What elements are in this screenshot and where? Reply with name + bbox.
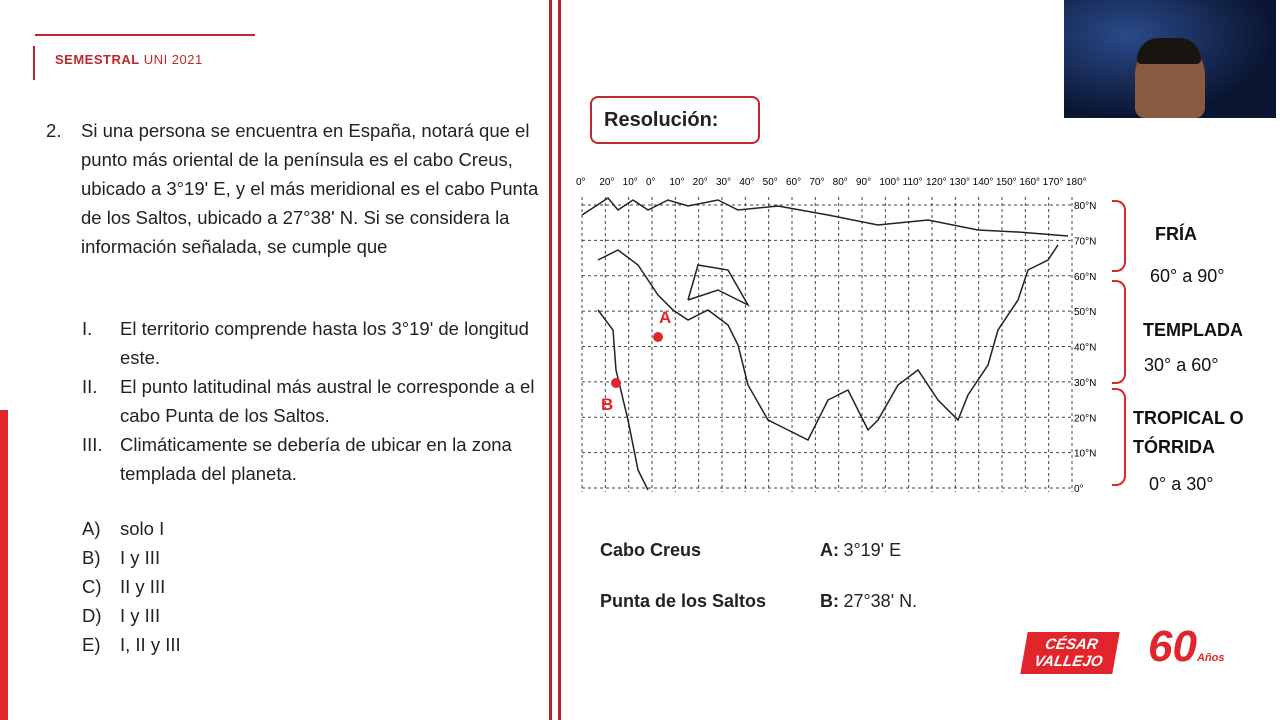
longitude-label: 130° — [949, 177, 971, 188]
longitude-label: 170° — [1042, 177, 1064, 188]
option-d[interactable]: D) I y III — [82, 605, 161, 626]
longitude-label: 150° — [996, 177, 1017, 188]
longitude-label: 20° — [599, 177, 615, 188]
fria-bracket — [1112, 200, 1126, 272]
course-header: SEMESTRAL UNI 2021 — [55, 52, 203, 67]
option-c[interactable]: C) II y III — [82, 576, 166, 597]
fact-value: B: 27°38' N. — [820, 591, 918, 611]
zone-range: 60° a 90° — [1150, 266, 1225, 286]
point-a-marker — [653, 332, 663, 342]
longitude-label: 50° — [762, 177, 778, 188]
longitude-label: 10° — [622, 177, 638, 188]
longitude-label: 90° — [856, 177, 872, 188]
latitude-label: 30°N — [1074, 377, 1097, 389]
resolution-title: Resolución: — [590, 96, 760, 144]
answer-options — [82, 514, 181, 659]
statement: I. El territorio comprende hasta los 3°19' de longitud este. — [82, 318, 529, 368]
divider — [558, 0, 561, 720]
option-a[interactable]: A) solo I — [82, 518, 165, 539]
longitude-label: 80° — [832, 177, 848, 188]
side-accent — [0, 410, 8, 720]
latitude-label: 0° — [1074, 484, 1084, 495]
zone-fria: FRÍA — [1155, 224, 1197, 244]
latitude-label: 40°N — [1074, 342, 1097, 354]
fact-place: Punta de los Saltos — [600, 591, 767, 611]
question — [46, 116, 546, 261]
fact-value: A: 3°19' E — [820, 540, 902, 560]
zone-torrida: TÓRRIDA — [1133, 437, 1215, 457]
latitude-label: 60°N — [1074, 271, 1097, 283]
longitude-label: 30° — [716, 177, 732, 188]
coastline — [582, 198, 1068, 490]
header-decoration — [33, 46, 35, 80]
point-a-label: A — [659, 308, 672, 327]
longitude-label: 10° — [669, 177, 685, 188]
longitude-label: 70° — [809, 177, 825, 188]
statements — [82, 314, 542, 488]
header-line — [35, 34, 255, 36]
tropical-bracket — [1112, 388, 1126, 486]
point-b-marker — [611, 378, 621, 388]
longitude-label: 20° — [692, 177, 708, 188]
option-e[interactable]: E) I, II y III — [82, 634, 181, 655]
question-text: Si una persona se encuentra en España, notará que el punto más oriental de la península es el cabo Creus, ubicado a 3°19' E, y el más meridional es el cabo Punta de los Saltos, ubicado a 27°38' N. Si se considera la información señalada, se cumple que — [81, 120, 539, 257]
zone-tropical: TROPICAL O — [1133, 408, 1244, 428]
point-b-label: B — [601, 395, 614, 414]
templada-bracket — [1112, 280, 1126, 384]
latitude-label: 80°N — [1074, 201, 1097, 212]
longitude-label: 100° — [879, 177, 901, 188]
zone-templada: TEMPLADA — [1143, 320, 1243, 340]
latitude-label: 50°N — [1074, 307, 1097, 319]
option-b[interactable]: B) I y III — [82, 547, 161, 568]
longitude-label: 110° — [902, 177, 923, 188]
longitude-label: 180° — [1066, 177, 1087, 188]
latitude-label: 20°N — [1074, 413, 1097, 425]
world-map — [578, 170, 1108, 500]
longitude-label: 160° — [1019, 177, 1041, 188]
longitude-label: 0° — [646, 177, 656, 188]
longitude-label: 0° — [576, 177, 586, 188]
longitude-label: 140° — [972, 177, 994, 188]
presenter-hair — [1137, 38, 1201, 64]
statement: III. Climáticamente se debería de ubicar en la zona templada del planeta. — [82, 434, 512, 484]
longitude-label: 120° — [926, 177, 947, 188]
longitude-label: 60° — [786, 177, 802, 188]
fact-place: Cabo Creus — [600, 540, 702, 560]
longitude-label: 40° — [739, 177, 755, 188]
anniversary-logo: 60Años — [1148, 622, 1225, 671]
divider — [549, 0, 552, 720]
zone-range: 30° a 60° — [1144, 355, 1219, 375]
statement: II. El punto latitudinal más austral le corresponde a el cabo Punta de los Saltos. — [82, 376, 535, 426]
latitude-label: 70°N — [1074, 236, 1097, 248]
latitude-label: 10°N — [1074, 448, 1097, 460]
question-number: 2. — [46, 120, 62, 141]
cesar-vallejo-logo: CÉSAR VALLEJO — [1020, 632, 1119, 674]
zone-range: 0° a 30° — [1149, 474, 1214, 494]
